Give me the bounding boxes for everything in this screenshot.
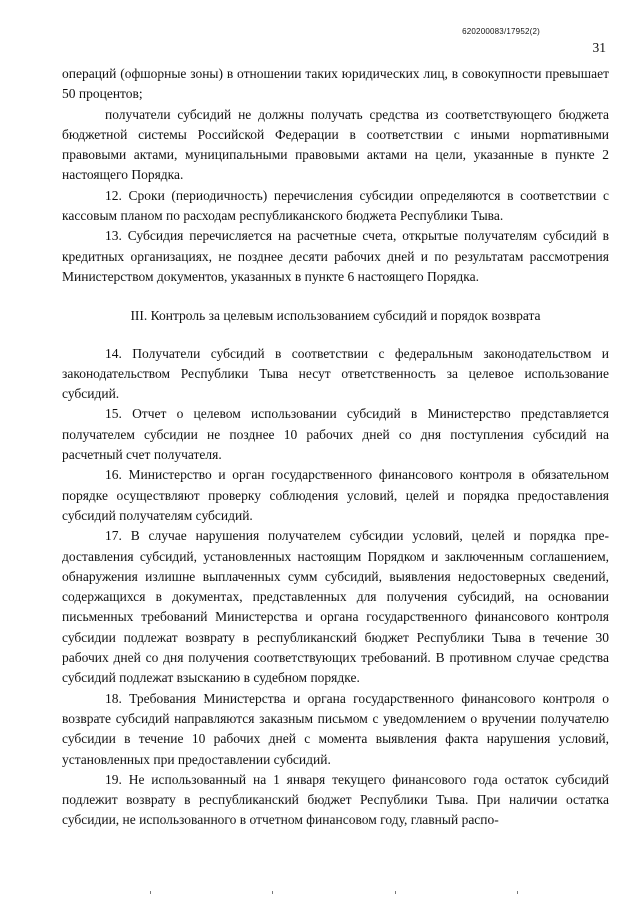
document-id: 620200083/17952(2) xyxy=(462,27,540,36)
paragraph: 16. Министерство и орган государственного финансового контроля в обязательном порядке осуществляют проверку соблюдения условий, целей и порядка предоставления субсидий получателям субсидий. xyxy=(62,467,609,523)
document-body xyxy=(62,64,609,831)
paragraph: 12. Сроки (периодичность) перечисления субсидии определяются в соответствии с кассовым планом по расходам республиканского бюджета Республики Тыва. xyxy=(62,187,609,224)
paragraph: операций (офшорные зоны) в отношении таких юридических лиц, в совокупности превышает 50 процентов; xyxy=(62,66,609,102)
page-number: 31 xyxy=(592,40,606,55)
paragraph: 19. Не использованный на 1 января текущего финансового года остаток субсидий подлежит возврату в республиканский бюджет Республики Тыва. При наличии остатка субсидии, не использованного в отчетном финансовом году, главный распо- xyxy=(62,771,609,828)
paragraph: 18. Требования Министерства и органа государственного финансового контроля о возврате субсидий направляются заказным письмом с уведомлением о вручении получателю субсидии в течение 10 рабочих дней с момента выявления факта нарушения условий, установленных при предоставлении субсидий. xyxy=(62,690,609,767)
paragraphs-after-heading xyxy=(62,344,609,831)
scan-artifact-marks xyxy=(150,891,530,895)
paragraph: 17. В случае нарушения получателем субсидии условий, целей и порядка предоставления субсидий, установленных настоящим Порядком и заключенным соглашением, обнаружения излишне выплаченных сумм субсидий, выявления недостоверных сведений, содержащихся в документах, представленных для получения субсидий, на основании письменных требований Министерства и органа государственного финансового контроля субсидии подлежат возврату в республиканский бюджет Республики Тыва в течение 30 рабочих дней со дня получения соответствующих требований. В противном случае средства субсидий подлежат взысканию в судебном порядке. xyxy=(62,528,609,686)
section-heading: III. Контроль за целевым использованием субсидий и порядок возврата xyxy=(130,308,541,324)
paragraph: получатели субсидий не должны получать средства из соответствующего бюджета бюджетной системы Российской Федерации в соответствии с иными норmативными правовыми актами, муниципальными правовыми актами на цели, указанные в пункте 2 настоящего Порядка. xyxy=(62,106,609,183)
paragraph: 14. Получатели субсидий в соответствии с федеральным законодательством и законодательством Республики Тыва несут ответственность за целевое использование субсидий. xyxy=(62,345,609,402)
paragraph: 15. Отчет о целевом использовании субсидий в Министерство представляется получателем субсидии не позднее 10 рабочих дней со дня поступления субсидий на расчетный счет получателя. xyxy=(62,406,609,463)
paragraphs-before-heading xyxy=(62,64,609,287)
paragraph: 13. Субсидия перечисляется на расчетные счета, открытые получателям субсидий в кредитных организациях, не позднее десяти рабочих дней и по результатам рассмотрения Министерством документов, указанных в пункте 6 настоящего Порядка. xyxy=(62,228,609,284)
